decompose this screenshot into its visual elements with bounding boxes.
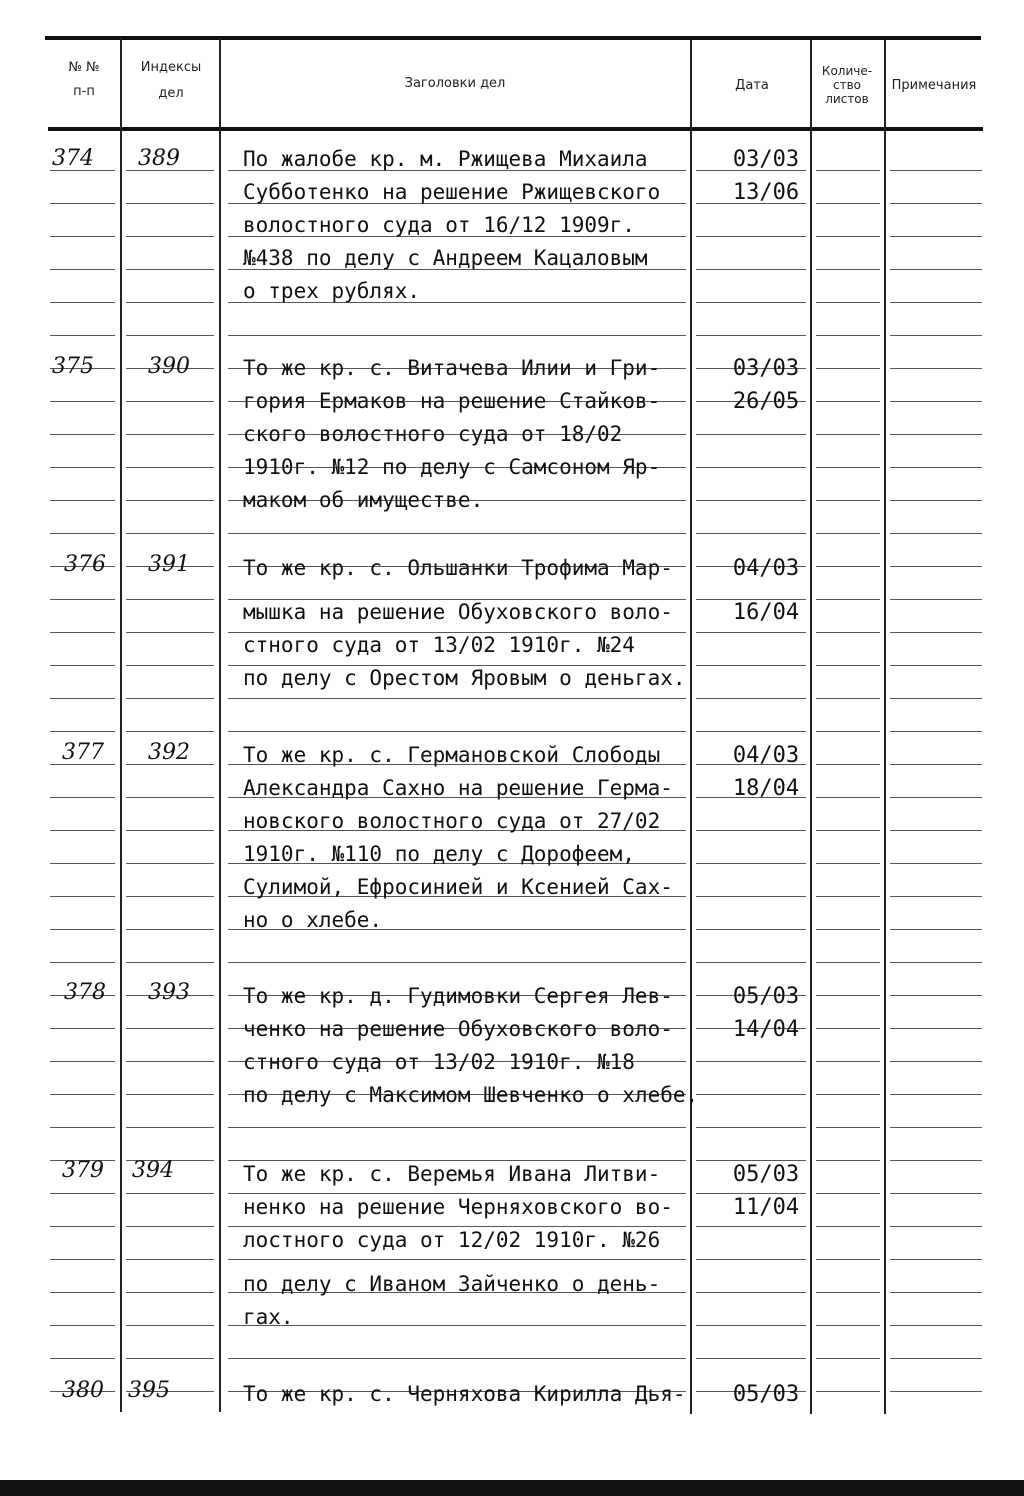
title-line: гория Ермаков на решение Стайков- bbox=[243, 389, 661, 413]
date-start: 04/03 bbox=[732, 556, 800, 581]
rule-line bbox=[50, 1358, 115, 1359]
rule-line bbox=[816, 1094, 880, 1095]
rule-line bbox=[816, 302, 880, 303]
entry-dates bbox=[724, 1378, 808, 1411]
rule-line bbox=[50, 599, 115, 600]
header-title-text: Заголовки дел bbox=[404, 76, 506, 91]
title-line: лостного суда от 12/02 1910г. №26 bbox=[243, 1228, 661, 1252]
title-line: ненко на решение Черняховского во- bbox=[243, 1195, 673, 1219]
rule-line bbox=[890, 896, 982, 897]
entry-title bbox=[243, 143, 733, 308]
title-line: То же кр. с. Черняхова Кирилла Дья- bbox=[243, 1382, 686, 1406]
rule-line bbox=[890, 1259, 982, 1260]
date-end: 26/05 bbox=[732, 389, 800, 414]
rule-line bbox=[816, 1061, 880, 1062]
title-line: по делу с Орестом Яровым о деньгах. bbox=[243, 666, 686, 690]
header-sheets-line3: листов bbox=[825, 92, 869, 106]
title-line: ского волостного суда от 18/02 bbox=[243, 422, 623, 446]
rule-line bbox=[696, 533, 806, 534]
date-start: 04/03 bbox=[732, 743, 800, 768]
entry-index: 392 bbox=[148, 740, 190, 765]
rule-line bbox=[890, 797, 982, 798]
rule-line bbox=[890, 467, 982, 468]
rule-line bbox=[50, 203, 115, 204]
rule-line bbox=[816, 269, 880, 270]
entry-number: 374 bbox=[52, 146, 94, 171]
rule-line bbox=[890, 500, 982, 501]
rule-line bbox=[126, 467, 214, 468]
rule-line bbox=[890, 335, 982, 336]
title-line: стного суда от 13/02 1910г. №18 bbox=[243, 1050, 635, 1074]
rule-line bbox=[50, 467, 115, 468]
title-line: новского волостного суда от 27/02 bbox=[243, 809, 661, 833]
rule-line bbox=[696, 962, 806, 963]
rule-line bbox=[50, 1259, 115, 1260]
rule-line bbox=[890, 236, 982, 237]
rule-line bbox=[50, 962, 115, 963]
rule-line bbox=[890, 698, 982, 699]
entry-index: 391 bbox=[148, 552, 190, 577]
header-notes-text: Примечания bbox=[891, 78, 977, 93]
rule-line bbox=[126, 203, 214, 204]
rule-line bbox=[816, 170, 880, 171]
rule-line bbox=[50, 929, 115, 930]
rule-line bbox=[126, 1028, 214, 1029]
header-date-text: Дата bbox=[735, 78, 769, 93]
rule-line bbox=[890, 962, 982, 963]
rule-line bbox=[126, 1061, 214, 1062]
rule-line bbox=[816, 698, 880, 699]
rule-line bbox=[890, 1358, 982, 1359]
date-end: 11/04 bbox=[732, 1195, 800, 1220]
date-start: 05/03 bbox=[732, 1382, 800, 1407]
date-start: 05/03 bbox=[732, 1162, 800, 1187]
header-title bbox=[222, 76, 688, 92]
entry-number: 375 bbox=[52, 354, 94, 379]
entry-index: 395 bbox=[128, 1378, 170, 1403]
title-line: стного суда от 13/02 1910г. №24 bbox=[243, 633, 635, 657]
entry-number: 380 bbox=[62, 1378, 104, 1403]
rule-line bbox=[816, 236, 880, 237]
title-line: Александра Сахно на решение Герма- bbox=[243, 776, 673, 800]
entry-index: 390 bbox=[148, 354, 190, 379]
rule-line bbox=[696, 698, 806, 699]
rule-line bbox=[816, 368, 880, 369]
rule-line bbox=[816, 335, 880, 336]
rule-line bbox=[816, 401, 880, 402]
rule-line bbox=[890, 764, 982, 765]
rule-line bbox=[126, 929, 214, 930]
rule-line bbox=[890, 269, 982, 270]
header-sheets bbox=[812, 64, 882, 106]
rule-line bbox=[816, 929, 880, 930]
rule-line bbox=[890, 1094, 982, 1095]
entry-title bbox=[243, 1158, 733, 1334]
rule-line bbox=[126, 665, 214, 666]
entry-title bbox=[243, 552, 733, 695]
rule-line bbox=[50, 500, 115, 501]
entry-number: 377 bbox=[62, 740, 104, 765]
entry-index: 393 bbox=[148, 980, 190, 1005]
rule-line bbox=[50, 401, 115, 402]
rule-line bbox=[228, 1358, 686, 1359]
title-line: волостного суда от 16/12 1909г. bbox=[243, 213, 635, 237]
rule-line bbox=[890, 1061, 982, 1062]
rule-line bbox=[890, 1226, 982, 1227]
rule-line bbox=[816, 764, 880, 765]
rule-line bbox=[50, 302, 115, 303]
rule-line bbox=[816, 533, 880, 534]
rule-line bbox=[816, 797, 880, 798]
rule-line bbox=[50, 830, 115, 831]
rule-line bbox=[228, 962, 686, 963]
rule-line bbox=[816, 1358, 880, 1359]
rule-line bbox=[816, 1226, 880, 1227]
entry-number: 376 bbox=[64, 552, 106, 577]
entry-number: 379 bbox=[62, 1158, 104, 1183]
entry-title bbox=[243, 352, 733, 517]
rule-line bbox=[126, 896, 214, 897]
column-line bbox=[884, 40, 886, 1414]
rule-line bbox=[816, 434, 880, 435]
title-line: ченко на решение Обуховского воло- bbox=[243, 1017, 673, 1041]
date-end: 18/04 bbox=[732, 776, 800, 801]
rule-line bbox=[228, 335, 686, 336]
rule-line bbox=[126, 533, 214, 534]
column-line bbox=[219, 38, 221, 1412]
title-line: о трех рублях. bbox=[243, 279, 421, 303]
date-end: 13/06 bbox=[732, 180, 800, 205]
rule-line bbox=[816, 830, 880, 831]
title-line: 1910г. №12 по делу с Самсоном Яр- bbox=[243, 455, 661, 479]
header-rule bbox=[48, 127, 983, 131]
rule-line bbox=[50, 434, 115, 435]
rule-line bbox=[50, 1193, 115, 1194]
rule-line bbox=[50, 698, 115, 699]
rule-line bbox=[696, 335, 806, 336]
rule-line bbox=[50, 731, 115, 732]
title-line: гах. bbox=[243, 1305, 294, 1329]
rule-line bbox=[816, 1259, 880, 1260]
title-line: Субботенко на решение Ржищевского bbox=[243, 180, 661, 204]
rule-line bbox=[50, 1292, 115, 1293]
header-index bbox=[126, 60, 216, 102]
date-end: 14/04 bbox=[732, 1017, 800, 1042]
entry-index: 389 bbox=[138, 146, 180, 171]
entry-dates bbox=[724, 739, 808, 805]
rule-line bbox=[890, 731, 982, 732]
rule-line bbox=[126, 302, 214, 303]
rule-line bbox=[890, 566, 982, 567]
scan-edge bbox=[0, 1480, 1024, 1496]
rule-line bbox=[890, 929, 982, 930]
rule-line bbox=[890, 533, 982, 534]
entry-index: 394 bbox=[132, 1158, 174, 1183]
rule-line bbox=[816, 665, 880, 666]
rule-line bbox=[816, 566, 880, 567]
entry-dates bbox=[724, 552, 808, 629]
rule-line bbox=[50, 335, 115, 336]
title-line: То же кр. с. Ольшанки Трофима Мар- bbox=[243, 556, 673, 580]
rule-line bbox=[126, 1127, 214, 1128]
rule-line bbox=[126, 335, 214, 336]
header-number-line1: № № bbox=[68, 60, 100, 75]
title-line: То же кр. с. Веремья Ивана Литви- bbox=[243, 1162, 661, 1186]
rule-line bbox=[816, 896, 880, 897]
rule-line bbox=[50, 1061, 115, 1062]
rule-line bbox=[126, 1358, 214, 1359]
date-start: 05/03 bbox=[732, 984, 800, 1009]
rule-line bbox=[816, 863, 880, 864]
rule-line bbox=[50, 1028, 115, 1029]
rule-line bbox=[50, 665, 115, 666]
rule-line bbox=[126, 1292, 214, 1293]
rule-line bbox=[816, 962, 880, 963]
rule-line bbox=[126, 1325, 214, 1326]
date-start: 03/03 bbox=[732, 356, 800, 381]
rule-line bbox=[228, 698, 686, 699]
rule-line bbox=[126, 962, 214, 963]
rule-line bbox=[50, 1226, 115, 1227]
rule-line bbox=[816, 1028, 880, 1029]
rule-line bbox=[126, 1259, 214, 1260]
rule-line bbox=[816, 1127, 880, 1128]
rule-line bbox=[126, 863, 214, 864]
rule-line bbox=[890, 1160, 982, 1161]
header-notes bbox=[886, 78, 982, 94]
rule-line bbox=[126, 500, 214, 501]
rule-line bbox=[890, 665, 982, 666]
rule-line bbox=[126, 1226, 214, 1227]
rule-line bbox=[890, 1193, 982, 1194]
rule-line bbox=[890, 830, 982, 831]
rule-line bbox=[890, 1292, 982, 1293]
rule-line bbox=[126, 1094, 214, 1095]
rule-line bbox=[126, 434, 214, 435]
header-sheets-line1: Количе- bbox=[821, 64, 873, 78]
rule-line bbox=[890, 1028, 982, 1029]
rule-line bbox=[890, 863, 982, 864]
title-line: №438 по делу с Андреем Кацаловым bbox=[243, 246, 648, 270]
entry-dates bbox=[724, 143, 808, 209]
title-line: по делу с Максимом Шевченко о хлебе. bbox=[243, 1083, 699, 1107]
rule-line bbox=[816, 1160, 880, 1161]
title-line: То же кр. д. Гудимовки Сергея Лев- bbox=[243, 984, 673, 1008]
rule-line bbox=[890, 401, 982, 402]
rule-line bbox=[890, 1391, 982, 1392]
rule-line bbox=[890, 1325, 982, 1326]
rule-line bbox=[126, 269, 214, 270]
rule-line bbox=[126, 698, 214, 699]
rule-line bbox=[228, 731, 686, 732]
entry-dates bbox=[724, 1158, 808, 1224]
rule-line bbox=[890, 995, 982, 996]
title-line: мышка на решение Обуховского воло- bbox=[243, 600, 673, 624]
rule-line bbox=[50, 533, 115, 534]
rule-line bbox=[126, 731, 214, 732]
rule-line bbox=[228, 1127, 686, 1128]
header-index-line2: дел bbox=[158, 86, 184, 101]
title-line: Сулимой, Ефросинией и Ксенией Сах- bbox=[243, 875, 673, 899]
date-end: 16/04 bbox=[732, 600, 800, 625]
rule-line bbox=[816, 1325, 880, 1326]
rule-line bbox=[816, 1391, 880, 1392]
rule-line bbox=[816, 599, 880, 600]
title-line: но о хлебе. bbox=[243, 908, 383, 932]
rule-line bbox=[696, 731, 806, 732]
rule-line bbox=[50, 1325, 115, 1326]
title-line: То же кр. с. Германовской Слободы bbox=[243, 743, 661, 767]
rule-line bbox=[126, 797, 214, 798]
entry-dates bbox=[724, 352, 808, 418]
rule-line bbox=[126, 236, 214, 237]
rule-line bbox=[890, 170, 982, 171]
rule-line bbox=[50, 632, 115, 633]
title-line: по делу с Иваном Зайченко о день- bbox=[243, 1272, 661, 1296]
rule-line bbox=[126, 830, 214, 831]
rule-line bbox=[228, 533, 686, 534]
rule-line bbox=[890, 368, 982, 369]
top-rule bbox=[45, 36, 981, 40]
rule-line bbox=[816, 995, 880, 996]
entry-title bbox=[243, 739, 733, 937]
rule-line bbox=[50, 896, 115, 897]
header-number-line2: п-п bbox=[73, 84, 95, 99]
rule-line bbox=[50, 863, 115, 864]
rule-line bbox=[126, 1193, 214, 1194]
entry-title bbox=[243, 1378, 733, 1411]
rule-line bbox=[816, 203, 880, 204]
title-line: По жалобе кр. м. Ржищева Михаила bbox=[243, 147, 648, 171]
rule-line bbox=[696, 1358, 806, 1359]
rule-line bbox=[50, 797, 115, 798]
header-sheets-line2: ство bbox=[832, 78, 861, 92]
rule-line bbox=[816, 731, 880, 732]
rule-line bbox=[816, 467, 880, 468]
header-date bbox=[694, 78, 810, 94]
rule-line bbox=[50, 236, 115, 237]
rule-line bbox=[816, 1292, 880, 1293]
rule-line bbox=[816, 1193, 880, 1194]
entry-dates bbox=[724, 980, 808, 1046]
column-line bbox=[810, 40, 812, 1414]
rule-line bbox=[890, 1127, 982, 1128]
rule-line bbox=[890, 599, 982, 600]
title-line: 1910г. №110 по делу с Дорофеем, bbox=[243, 842, 635, 866]
rule-line bbox=[126, 401, 214, 402]
rule-line bbox=[50, 1094, 115, 1095]
title-line: маком об имуществе. bbox=[243, 488, 484, 512]
rule-line bbox=[890, 434, 982, 435]
title-line: То же кр. с. Витачева Илии и Гри- bbox=[243, 356, 661, 380]
rule-line bbox=[50, 269, 115, 270]
rule-line bbox=[50, 1127, 115, 1128]
rule-line bbox=[816, 500, 880, 501]
entry-number: 378 bbox=[64, 980, 106, 1005]
rule-line bbox=[126, 599, 214, 600]
rule-line bbox=[696, 1127, 806, 1128]
entry-title bbox=[243, 980, 733, 1112]
rule-line bbox=[890, 632, 982, 633]
date-start: 03/03 bbox=[732, 147, 800, 172]
rule-line bbox=[890, 203, 982, 204]
rule-line bbox=[126, 632, 214, 633]
rule-line bbox=[890, 302, 982, 303]
header-number bbox=[52, 60, 116, 100]
column-line bbox=[120, 38, 122, 1412]
rule-line bbox=[816, 632, 880, 633]
header-index-line1: Индексы bbox=[140, 60, 202, 75]
